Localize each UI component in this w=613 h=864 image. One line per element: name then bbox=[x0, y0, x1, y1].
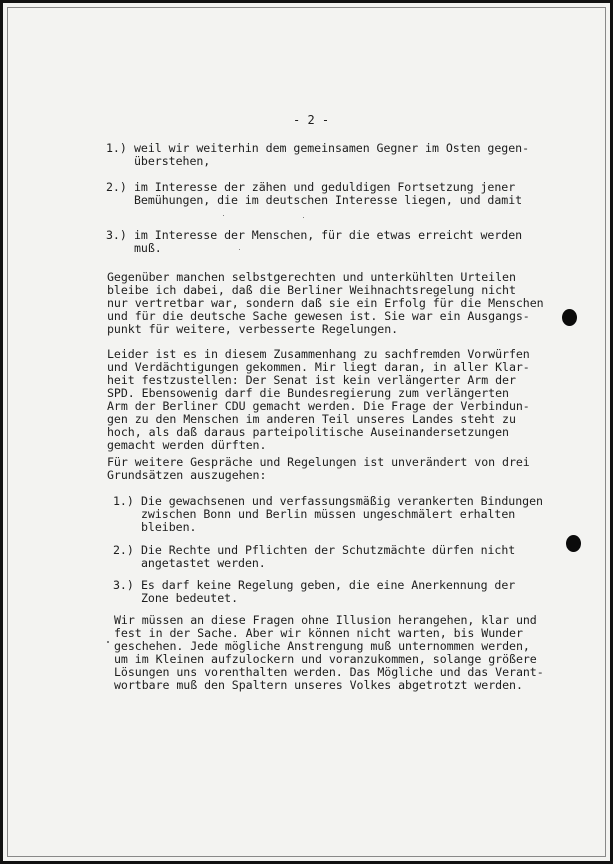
para4-line-6: wortbare muß den Spaltern unseres Volkes abgetrotzt werden. bbox=[114, 678, 523, 692]
para1-line-3: nur vertretbar war, sondern daß sie ein Erfolg für die Menschen bbox=[107, 296, 544, 310]
list2-item-1-line-1: Die gewachsenen und verfassungsmäßig verankerten Bindungen bbox=[141, 494, 543, 508]
list1-item-3-line-2: muß. bbox=[134, 241, 162, 255]
para4-line-1: Wir müssen an diese Fragen ohne Illusion herangehen, klar und bbox=[114, 613, 537, 627]
scan-speck bbox=[223, 215, 224, 216]
list2-item-2-line-2: angetastet werden. bbox=[141, 556, 266, 570]
scan-speck bbox=[303, 217, 304, 218]
list1-item-2-line-1: im Interesse der zähen und geduldigen Fortsetzung jener bbox=[134, 180, 516, 194]
list1-item-2-line-2: Bemühungen, die im deutschen Interesse liegen, und damit bbox=[134, 193, 523, 207]
para4-line-3: geschehen. Jede mögliche Anstrengung muß unternommen werden, bbox=[114, 639, 530, 653]
list2-item-3-line-2: Zone bedeutet. bbox=[141, 591, 239, 605]
list2-item-2-number: 2.) bbox=[113, 543, 134, 557]
para1-line-5: punkt für weitere, verbesserte Regelungen. bbox=[107, 322, 399, 336]
para1-line-2: bleibe ich dabei, daß die Berliner Weihnachtsregelung nicht bbox=[107, 283, 516, 297]
list1-item-3-line-1: im Interesse der Menschen, für die etwas erreicht werden bbox=[134, 228, 523, 242]
para4-line-5: Lösungen uns vorenthalten werden. Das Mögliche und das Verant- bbox=[114, 665, 544, 679]
para2-line-7: hoch, als daß daraus parteipolitische Auseinandersetzungen bbox=[107, 425, 509, 439]
list1-item-1-line-1: weil wir weiterhin dem gemeinsamen Gegner im Osten gegen- bbox=[134, 141, 530, 155]
list2-item-1-line-3: bleiben. bbox=[141, 520, 197, 534]
para1-line-1: Gegenüber manchen selbstgerechten und unterkühlten Urteilen bbox=[107, 270, 516, 284]
para2-line-4: SPD. Ebensowenig darf die Bundesregierung zum verlängerten bbox=[107, 386, 509, 400]
para1-line-4: und für die deutsche Sache gewesen ist. Sie war ein Ausgangs- bbox=[107, 309, 530, 323]
list1-item-1-number: 1.) bbox=[106, 141, 127, 155]
scan-speck bbox=[239, 249, 240, 250]
scan-speck bbox=[107, 641, 109, 643]
page-number: - 2 - bbox=[293, 113, 330, 127]
list1-item-3-number: 3.) bbox=[106, 228, 127, 242]
list2-item-3-number: 3.) bbox=[113, 578, 134, 592]
punch-hole-bottom bbox=[566, 535, 581, 552]
para4-line-4: um im Kleinen aufzulockern und voranzukommen, solange größere bbox=[114, 652, 537, 666]
para3-line-2: Grundsätzen auszugehen: bbox=[107, 468, 267, 482]
para2-line-2: und Verdächtigungen gekommen. Mir liegt daran, in aller Klar- bbox=[107, 360, 530, 374]
list2-item-2-line-1: Die Rechte und Pflichten der Schutzmächte dürfen nicht bbox=[141, 543, 516, 557]
list1-item-2-number: 2.) bbox=[106, 180, 127, 194]
para2-line-3: heit festzustellen: Der Senat ist kein verlängerter Arm der bbox=[107, 373, 516, 387]
para2-line-5: Arm der Berliner CDU gemacht werden. Die Frage der Verbindun- bbox=[107, 399, 530, 413]
para4-line-2: fest in der Sache. Aber wir können nicht warten, bis Wunder bbox=[114, 626, 523, 640]
para2-line-6: gen zu den Menschen im anderen Teil unseres Landes steht zu bbox=[107, 412, 516, 426]
list2-item-1-number: 1.) bbox=[113, 494, 134, 508]
para3-line-1: Für weitere Gespräche und Regelungen ist unverändert von drei bbox=[107, 455, 530, 469]
list2-item-3-line-1: Es darf keine Regelung geben, die eine Anerkennung der bbox=[141, 578, 516, 592]
list2-item-1-line-2: zwischen Bonn und Berlin müssen ungeschmälert erhalten bbox=[141, 507, 516, 521]
para2-line-1: Leider ist es in diesem Zusammenhang zu sachfremden Vorwürfen bbox=[107, 347, 530, 361]
para2-line-8: gemacht werden dürften. bbox=[107, 438, 267, 452]
list1-item-1-line-2: überstehen, bbox=[134, 154, 211, 168]
punch-hole-top bbox=[562, 309, 577, 326]
